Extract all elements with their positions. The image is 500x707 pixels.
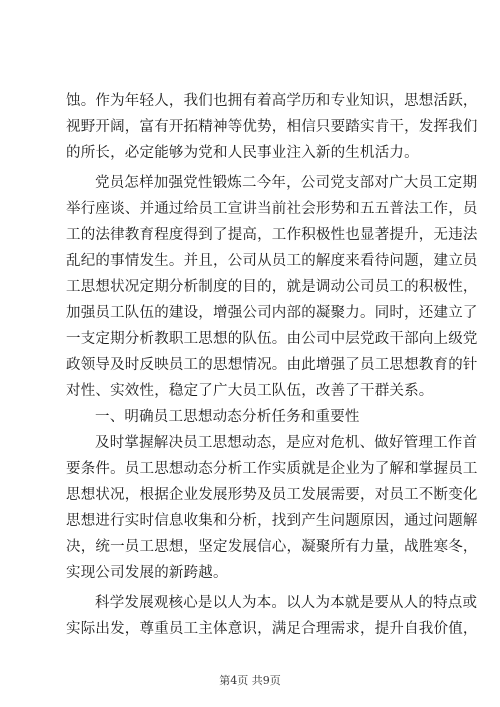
text-line: 实际出发，尊重员工主体意识，满足合理需求，提升自我价值， [66, 621, 478, 637]
text-line: 的所长，必定能够为党和人民事业注入新的生机活力。 [66, 145, 419, 161]
text-line: 要条件。员工思想动态分析工作实质就是企业为了解和掌握员工 [66, 461, 478, 477]
text-line: 政领导及时反映员工的思想情况。由此增强了员工思想教育的针 [66, 357, 478, 373]
text-line: 乱纪的事情发生。并且，公司从员工的解度来看待问题，建立员 [66, 253, 478, 269]
paragraph-first-line: 科学发展观核心是以人为本。以人为本就是要从人的特点或 [95, 595, 478, 611]
text-line: 工思想状况定期分析制度的目的，就是调动公司员工的积极性， [66, 279, 478, 295]
text-line: 对性、实效性，稳定了广大员工队伍，改善了干群关系。 [66, 383, 434, 399]
text-line: 举行座谈、并通过给员工宣讲当前社会形势和五五普法工作，员 [66, 201, 478, 217]
text-line: 视野开阔，富有开拓精神等优势，相信只要踏实肯干，发挥我们 [66, 119, 478, 135]
text-line: 思想进行实时信息收集和分析，找到产生问题原因，通过问题解 [66, 513, 478, 529]
text-line: 加强员工队伍的建设，增强公司内部的凝聚力。同时，还建立了 [66, 305, 478, 321]
page-number-footer: 第4页 共9页 [219, 674, 281, 687]
paragraph-first-line: 党员怎样加强党性锻炼二今年，公司党支部对广大员工定期 [95, 175, 478, 191]
paragraph-first-line: 及时掌握解决员工思想动态，是应对危机、做好管理工作首 [95, 435, 478, 451]
text-line: 工的法律教育程度得到了提高，工作积极性也显著提升，无违法 [66, 227, 478, 243]
text-line: 实现公司发展的新跨越。 [66, 565, 228, 581]
text-line: 蚀。作为年轻人，我们也拥有着高学历和专业知识，思想活跃， [66, 93, 478, 109]
text-line: 一支定期分析教职工思想的队伍。由公司中层党政干部向上级党 [66, 331, 478, 347]
text-line: 决，统一员工思想，坚定发展信心，凝聚所有力量，战胜寒冬， [66, 539, 478, 555]
text-line: 思想状况，根据企业发展形势及员工发展需要，对员工不断变化 [66, 487, 478, 503]
document-body [66, 88, 478, 642]
section-heading: 一、明确员工思想动态分析任务和重要性 [95, 409, 360, 425]
